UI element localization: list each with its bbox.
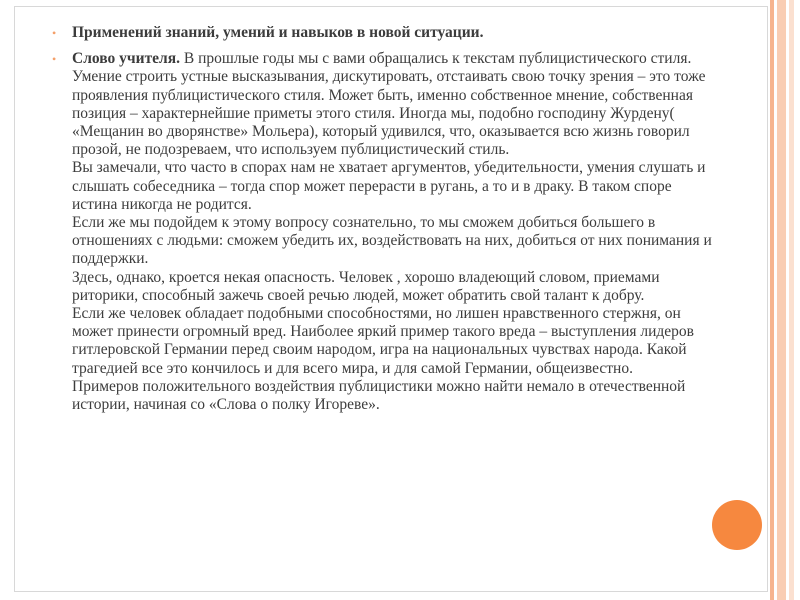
paragraph: Если же человек обладает подобными способностями, но лишен нравственного стержня, он может принести огромный вред. Наиболее яркий пример такого вреда – выступления лидеров гитлеровской Германии перед своим народом, игра на национальных чувствах народа. Какой трагедией все это кончилось и для всего мира, и для самой Германии, общеизвестно.: [72, 305, 694, 377]
decorative-circle: [712, 500, 762, 550]
paragraph: Вы замечали, что часто в спорах нам не хватает аргументов, убедительности, умения слушать и слышать собеседника – тогда спор может перерасти в ругань, а то и в драку. В таком споре истина никогда не родится.: [72, 159, 706, 213]
bullet-item-body: [52, 50, 712, 414]
paragraph: [72, 50, 712, 159]
decorative-stripe: [789, 0, 794, 600]
bullet-icon: •: [52, 52, 57, 67]
decorative-stripe: [777, 0, 786, 600]
lead-text: Слово учителя.: [72, 50, 181, 68]
bullet-item-heading: [52, 24, 712, 42]
slide-heading: Применений знаний, умений и навыков в новой ситуации.: [72, 24, 484, 41]
decorative-stripe: [770, 0, 774, 600]
paragraph-text: В прошлые годы мы с вами обращались к текстам публицистического стиля. Умение строить устные высказывания, дискутировать, отстаивать свою точку зрения – это тоже проявления публицистического стиля. Может быть, именно собственное мнение, собственная позиция – характернейшие приметы этого стиля. Иногда мы, подобно господину Журдену( «Мещанин во дворянстве» Мольера), который удивился, что, оказывается всю жизнь говорил прозой, не подозреваем, что используем публицистический стиль.: [72, 50, 706, 159]
bullet-icon: •: [52, 26, 57, 40]
slide-content: [52, 24, 712, 414]
paragraph: Примеров положительного воздействия публицистики можно найти немало в отечественной истории, начиная со «Слова о полку Игореве».: [72, 377, 686, 414]
paragraph: Здесь, однако, кроется некая опасность. Человек , хорошо владеющий словом, приемами риторики, способный зажечь своей речью людей, может обратить свой талант к добру.: [72, 268, 660, 304]
paragraph: Если же мы подойдем к этому вопросу сознательно, то мы сможем добиться большего в отношениях с людьми: сможем убедить их, воздействовать на них, добиться от них понимания и поддержки.: [72, 214, 712, 268]
